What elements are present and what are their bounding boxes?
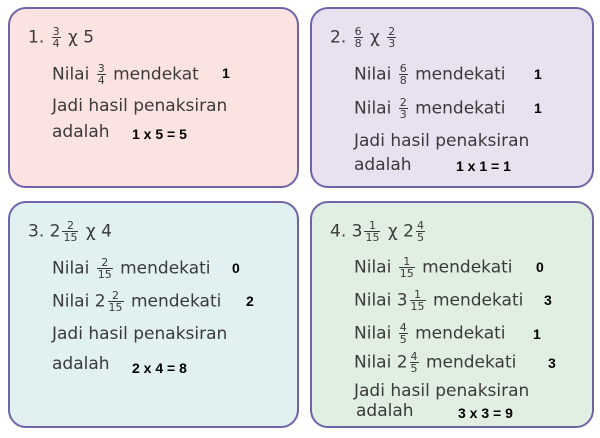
estimate-line: Nilai $\frac{4}{5}$ mendekati [354,321,506,346]
problem-card-2 [310,7,594,188]
fraction: $\frac{2}{15}$ [108,289,123,314]
estimate-line: Nilai $\frac{2}{3}$ mendekati [354,96,506,121]
times-symbol: χ [68,27,78,48]
whole-number: 3 [351,221,363,242]
handwritten-answer: 1 [534,100,542,116]
fraction: $\frac{6}{8}$ [354,25,362,50]
conclusion-line2: adalah [52,354,110,374]
final-answer: 1 x 5 = 5 [132,126,187,142]
problem-card-3 [8,201,299,428]
handwritten-answer: 1 [534,66,542,82]
handwritten-answer: 1 [533,326,541,342]
problem-statement [330,220,427,243]
problem-number: 2. [330,27,347,48]
problem-number: 3. [28,221,45,242]
handwritten-answer: 0 [536,259,544,275]
fraction: $\frac{4}{5}$ [410,350,418,375]
conclusion-line1: Jadi hasil penaksiran [354,381,530,401]
handwritten-answer: 1 [222,65,230,81]
fraction: $\frac{6}{8}$ [399,62,407,87]
estimate-line: Nilai $\frac{1}{15}$ mendekati [354,255,513,280]
fraction: $\frac{2}{15}$ [97,256,112,281]
fraction: $\frac{2}{3}$ [388,25,396,50]
conclusion-line1: Jadi hasil penaksiran [354,131,530,151]
fraction: $\frac{3}{4}$ [52,25,60,50]
estimate-line: Nilai 3 $\frac{1}{15}$ mendekati [354,288,524,313]
fraction: $\frac{4}{5}$ [416,219,424,244]
problem-card-4 [310,201,594,428]
fraction: $\frac{3}{4}$ [97,62,105,87]
conclusion-line2: adalah [52,122,110,142]
handwritten-answer: 2 [246,293,254,309]
multiplier: 5 [83,27,95,48]
conclusion-line1: Jadi hasil penaksiran [52,96,228,116]
handwritten-answer: 3 [544,292,552,308]
fraction: $\frac{1}{15}$ [410,288,425,313]
estimate-line: Nilai $\frac{2}{15}$ mendekati [52,256,211,281]
fraction: $\frac{2}{15}$ [63,219,78,244]
times-symbol: χ [387,221,398,242]
handwritten-answer: 0 [232,260,240,276]
handwritten-answer: 3 [548,355,556,371]
fraction: $\frac{2}{3}$ [399,96,407,121]
times-symbol: χ [370,27,380,48]
problem-statement [28,26,94,49]
conclusion-line2: adalah [356,401,414,421]
conclusion-line2: adalah [354,155,412,175]
times-symbol: χ [85,221,96,242]
estimate-line: Nilai 2 $\frac{2}{15}$ mendekati [52,289,222,314]
problem-card-1 [8,7,299,188]
estimate-line: Nilai $\frac{3}{4}$ mendekat [52,62,199,87]
conclusion-line1: Jadi hasil penaksiran [52,324,228,344]
final-answer: 2 x 4 = 8 [132,360,187,376]
problem-number: 1. [28,27,45,48]
fraction: $\frac{1}{15}$ [399,255,414,280]
estimate-line: Nilai $\frac{6}{8}$ mendekati [354,62,506,87]
fraction: $\frac{1}{15}$ [365,219,380,244]
whole-number: 2 [49,221,61,242]
final-answer: 1 x 1 = 1 [456,158,511,174]
problem-statement [330,26,398,49]
multiplier: 4 [101,221,112,242]
final-answer: 3 x 3 = 9 [458,405,513,421]
problem-number: 4. [330,221,347,242]
whole-number: 2 [403,221,414,242]
problem-statement [28,220,112,243]
estimate-line: Nilai 2 $\frac{4}{5}$ mendekati [354,350,517,375]
fraction: $\frac{4}{5}$ [399,321,407,346]
